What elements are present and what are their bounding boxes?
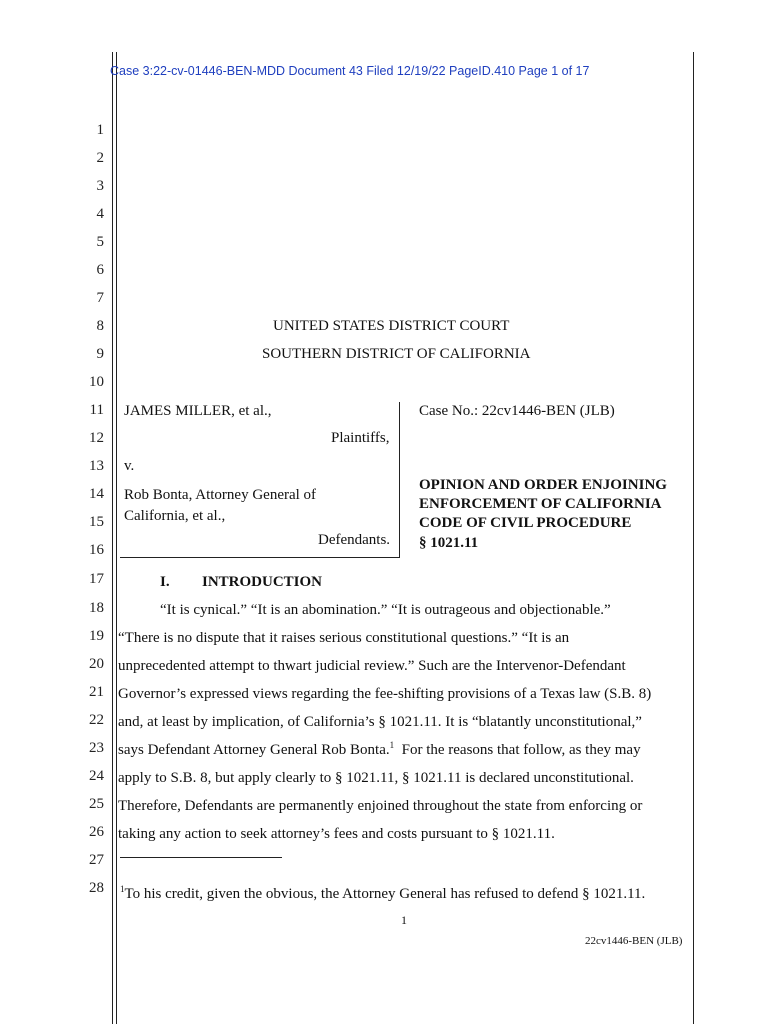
body-line: taking any action to seek attorney’s fees and costs pursuant to § 1021.11.: [118, 826, 555, 842]
body-line: Therefore, Defendants are permanently enjoined throughout the state from enforcing or: [118, 798, 643, 814]
line-number: 2: [96, 150, 104, 166]
line-number: 3: [96, 178, 104, 194]
line-number: 11: [89, 402, 104, 418]
line-number: 21: [89, 684, 104, 700]
line-number: 14: [89, 486, 104, 502]
line-number: 22: [89, 712, 104, 728]
line-number: 17: [89, 571, 104, 587]
line-number: 7: [96, 290, 104, 306]
line-number: 19: [89, 628, 104, 644]
defendant-name-line1: Rob Bonta, Attorney General of: [124, 487, 317, 503]
body-line: and, at least by implication, of California’s § 1021.11. It is “blatantly unconstitutional,”: [118, 714, 642, 730]
footnote-reference: 1: [389, 740, 395, 750]
body-text: For the reasons that follow, as they may: [401, 742, 641, 758]
body-line: “It is cynical.” “It is an abomination.” “It is outrageous and objectionable.”: [160, 602, 611, 618]
body-text: says Defendant Attorney General Rob Bonta.: [118, 742, 390, 758]
footer-case-reference: 22cv1446-BEN (JLB): [585, 935, 683, 947]
right-margin-rule: [693, 52, 694, 1024]
line-number: 8: [96, 318, 104, 334]
caption-box-right-rule: [399, 402, 400, 558]
body-line: Governor’s expressed views regarding the fee-shifting provisions of a Texas law (S.B. 8): [118, 686, 652, 702]
line-number: 4: [96, 206, 104, 222]
case-header-stamp: Case 3:22-cv-01446-BEN-MDD Document 43 Filed 12/19/22 PageID.410 Page 1 of 17: [110, 64, 590, 78]
line-number: 12: [89, 430, 104, 446]
order-title-line1: OPINION AND ORDER ENJOINING: [419, 477, 667, 493]
footnote: [120, 886, 645, 903]
line-number: 25: [89, 796, 104, 812]
line-number: 16: [89, 542, 104, 558]
line-number: 5: [96, 234, 104, 250]
caption-box-bottom-rule: [120, 557, 400, 558]
line-number: 26: [89, 824, 104, 840]
line-number: 18: [89, 600, 104, 616]
order-title-line3: CODE OF CIVIL PROCEDURE: [419, 515, 632, 531]
line-number: 9: [96, 346, 104, 362]
line-number: 27: [89, 852, 104, 868]
page-number: 1: [401, 913, 407, 927]
body-line: “There is no dispute that it raises serious constitutional questions.” “It is an: [118, 630, 570, 646]
footnote-mark: 1: [120, 884, 125, 894]
line-number: 20: [89, 656, 104, 672]
court-name: UNITED STATES DISTRICT COURT: [273, 318, 510, 334]
section-number: I.: [160, 574, 170, 590]
case-number: Case No.: 22cv1446-BEN (JLB): [419, 403, 615, 419]
plaintiff-name: JAMES MILLER, et al.,: [124, 403, 272, 419]
footnote-separator: [120, 857, 282, 858]
plaintiffs-label: Plaintiffs,: [331, 430, 390, 446]
order-title-line4: § 1021.11: [419, 535, 479, 551]
line-number: 10: [89, 374, 104, 390]
section-title: INTRODUCTION: [202, 574, 323, 590]
versus-label: v.: [124, 458, 135, 474]
line-number: 15: [89, 514, 104, 530]
order-title-line2: ENFORCEMENT OF CALIFORNIA: [419, 496, 662, 512]
line-number: 24: [89, 768, 104, 784]
left-margin-rule-inner: [116, 52, 117, 1024]
line-number: 1: [96, 122, 104, 138]
left-margin-rule-outer: [112, 52, 113, 1024]
body-line-with-footnote: [118, 742, 641, 759]
body-line: apply to S.B. 8, but apply clearly to § 1021.11, § 1021.11 is declared unconstitutional.: [118, 770, 634, 786]
footnote-text: To his credit, given the obvious, the Attorney General has refused to defend § 1021.11.: [124, 886, 646, 902]
court-district: SOUTHERN DISTRICT OF CALIFORNIA: [262, 346, 531, 362]
line-number: 13: [89, 458, 104, 474]
defendants-label: Defendants.: [318, 532, 391, 548]
body-line: unprecedented attempt to thwart judicial review.” Such are the Intervenor-Defendant: [118, 658, 626, 674]
line-number: 6: [96, 262, 104, 278]
line-number: 28: [89, 880, 104, 896]
line-number: 23: [89, 740, 104, 756]
defendant-name-line2: California, et al.,: [124, 508, 226, 524]
